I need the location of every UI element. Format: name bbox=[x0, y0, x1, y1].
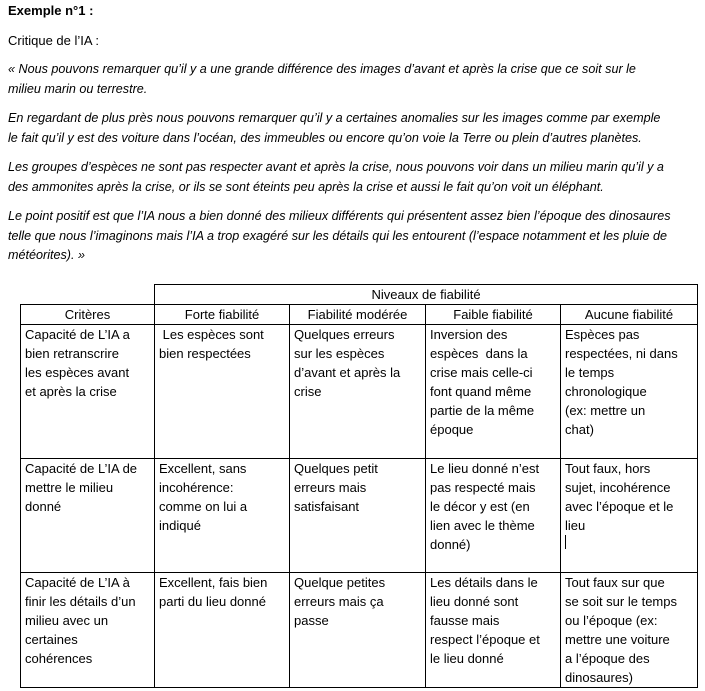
cell-line: Capacité de L’IA a bbox=[25, 327, 130, 342]
column-header: Critères bbox=[21, 305, 155, 325]
reliability-levels-header: Niveaux de fiabilité bbox=[155, 285, 698, 305]
cell-line: se soit sur le temps bbox=[565, 594, 677, 609]
cell-line: crise bbox=[294, 384, 322, 399]
table-cell bbox=[155, 459, 290, 573]
cell-line: certaines bbox=[25, 632, 78, 647]
critique-paragraph-2 bbox=[8, 109, 704, 148]
critique-paragraph-3 bbox=[8, 158, 704, 197]
reliability-table bbox=[20, 284, 698, 688]
cell-line: ou l’époque (ex: bbox=[565, 613, 658, 628]
cell-line: milieu avec un bbox=[25, 613, 109, 628]
table-cell bbox=[290, 325, 426, 459]
cell-line: chronologique bbox=[565, 384, 647, 399]
cell-line: Espèces pas bbox=[565, 327, 640, 342]
critique-paragraph-4 bbox=[8, 207, 704, 266]
table-cell bbox=[290, 459, 426, 573]
table-cell bbox=[21, 573, 155, 688]
cell-line: mettre une voiture bbox=[565, 632, 670, 647]
cell-line: erreurs mais ça bbox=[294, 594, 384, 609]
column-header: Forte fiabilité bbox=[155, 305, 290, 325]
cell-line: mettre le milieu bbox=[25, 480, 114, 495]
critique-paragraph-1 bbox=[8, 60, 704, 99]
cell-line: lieu donné sont bbox=[430, 594, 519, 609]
cell-line: époque bbox=[430, 422, 474, 437]
cell-line: finir les détails d’un bbox=[25, 594, 136, 609]
cell-line: lien avec le thème bbox=[430, 518, 535, 533]
cell-line: le temps bbox=[565, 365, 615, 380]
table-column-header-row bbox=[21, 305, 698, 325]
cell-line: respectées, ni dans bbox=[565, 346, 678, 361]
table-cell bbox=[21, 325, 155, 459]
cell-line: font quand même bbox=[430, 384, 532, 399]
text-line: météorites). » bbox=[8, 248, 85, 262]
cell-line: cohérences bbox=[25, 651, 93, 666]
cell-line: Les détails dans le bbox=[430, 575, 538, 590]
table-group-header-row bbox=[21, 285, 698, 305]
cell-line: le lieu donné bbox=[430, 651, 504, 666]
cell-line: respect l’époque et bbox=[430, 632, 540, 647]
cell-line: satisfaisant bbox=[294, 499, 360, 514]
column-header: Faible fiabilité bbox=[426, 305, 561, 325]
cell-line: les espèces avant bbox=[25, 365, 130, 380]
cell-line: Capacité de L’IA à bbox=[25, 575, 130, 590]
table-cell bbox=[155, 573, 290, 688]
cell-line: espèces dans la bbox=[430, 346, 528, 361]
cell-line: Tout faux sur que bbox=[565, 575, 665, 590]
column-header: Aucune fiabilité bbox=[561, 305, 698, 325]
cell-line: d’avant et après la bbox=[294, 365, 401, 380]
table-cell bbox=[561, 573, 698, 688]
table-cell bbox=[290, 573, 426, 688]
cell-line: Les espèces sont bbox=[159, 327, 264, 342]
text-cursor bbox=[565, 535, 566, 549]
example-heading: Exemple n°1 : bbox=[8, 3, 94, 18]
text-line: « Nous pouvons remarquer qu’il y a une grande différence des images d’avant et après la crise que ce soit sur le bbox=[8, 62, 636, 76]
cell-line: bien respectées bbox=[159, 346, 251, 361]
cell-line: lieu bbox=[565, 518, 586, 533]
cell-line: donné) bbox=[430, 537, 471, 552]
cell-line: Excellent, sans bbox=[159, 461, 247, 476]
table-cell bbox=[426, 573, 561, 688]
cell-line: (ex: mettre un bbox=[565, 403, 646, 418]
cell-line: sur les espèces bbox=[294, 346, 385, 361]
table-row bbox=[21, 573, 698, 688]
cell-line: fausse mais bbox=[430, 613, 500, 628]
table-cell bbox=[426, 459, 561, 573]
cell-line: Excellent, fais bien bbox=[159, 575, 268, 590]
cell-line: indiqué bbox=[159, 518, 201, 533]
cell-line: a l’époque des bbox=[565, 651, 650, 666]
ai-critique-label: Critique de l’IA : bbox=[8, 33, 100, 48]
cell-line: Quelques erreurs bbox=[294, 327, 395, 342]
text-line: Le point positif est que l’IA nous a bien donné des milieux différents qui présentent assez bien l’époque des dinosaures bbox=[8, 209, 671, 223]
cell-line: pas respecté mais bbox=[430, 480, 536, 495]
cell-line: comme on lui a bbox=[159, 499, 248, 514]
table-cell bbox=[426, 325, 561, 459]
cell-line-with-cursor bbox=[565, 516, 693, 549]
cell-line: crise mais celle-ci bbox=[430, 365, 533, 380]
text-line: le fait qu’il y est des voiture dans l’océan, des immeubles ou encore qu’on voie la Terre ou plein d’autres planètes. bbox=[8, 130, 642, 145]
cell-line: Le lieu donné n’est bbox=[430, 461, 540, 476]
text-line: En regardant de plus près nous pouvons remarquer qu’il y a certaines anomalies sur les images comme par exemple bbox=[8, 111, 661, 125]
cell-line: et après la crise bbox=[25, 384, 117, 399]
cell-line: Capacité de L’IA de bbox=[25, 461, 138, 476]
table-cell bbox=[561, 325, 698, 459]
table-row bbox=[21, 325, 698, 459]
cell-line: partie de la même bbox=[430, 403, 535, 418]
text-line: des ammonites après la crise, or ils se sont éteints peu après la crise et aussi le fait qu’on voit un éléphant. bbox=[8, 179, 604, 194]
cell-line: sujet, incohérence bbox=[565, 480, 671, 495]
text-line: Les groupes d’espèces ne sont pas respecter avant et après la crise, nous pouvons voir dans un milieu marin qu’il y a bbox=[8, 160, 664, 174]
cell-line: bien retranscrire bbox=[25, 346, 119, 361]
table-cell bbox=[155, 325, 290, 459]
text-line: milieu marin ou terrestre. bbox=[8, 81, 148, 96]
cell-line: incohérence: bbox=[159, 480, 234, 495]
table-cell bbox=[21, 459, 155, 573]
cell-line: chat) bbox=[565, 422, 594, 437]
cell-line: Tout faux, hors bbox=[565, 461, 651, 476]
cell-line: Quelques petit bbox=[294, 461, 378, 476]
cell-line: avec l’époque et le bbox=[565, 499, 674, 514]
cell-line: donné bbox=[25, 499, 62, 514]
cell-line: dinosaures) bbox=[565, 670, 633, 685]
cell-line: passe bbox=[294, 613, 329, 628]
cell-line: Inversion des bbox=[430, 327, 508, 342]
text-line: telle que nous l’imaginons mais l’IA a trop exagéré sur les détails qui les entourent (l’espace notamment et les pluie de bbox=[8, 228, 667, 243]
cell-line: parti du lieu donné bbox=[159, 594, 266, 609]
table-row bbox=[21, 459, 698, 573]
table-cell[interactable] bbox=[561, 459, 698, 573]
column-header: Fiabilité modérée bbox=[290, 305, 426, 325]
cell-line: le décor y est (en bbox=[430, 499, 530, 514]
cell-line: erreurs mais bbox=[294, 480, 367, 495]
cell-line: Quelque petites bbox=[294, 575, 386, 590]
